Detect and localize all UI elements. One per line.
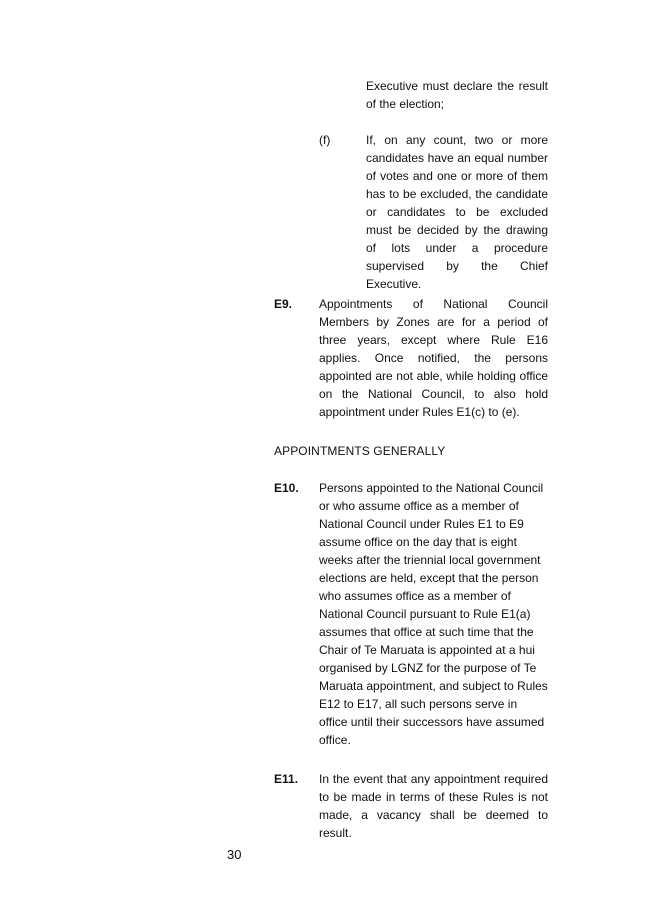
rule-e11-paragraph: In the event that any appointment required to be made in terms of these Rules is not made, a vacancy shall be deemed to result. bbox=[319, 772, 548, 840]
rule-e11-label: E11. bbox=[274, 772, 299, 786]
rule-e10-label: E10. bbox=[274, 481, 299, 495]
clause-f-paragraph: If, on any count, two or more candidates have an equal number of votes and one or more of them has to be excluded, the candidate or candidates to be excluded must be decided by the drawing of lots under a procedure supervised by the Chief Executive. bbox=[366, 133, 548, 291]
page-number: 30 bbox=[227, 847, 242, 862]
clause-f-label: (f) bbox=[319, 133, 331, 147]
rule-e10-paragraph: Persons appointed to the National Council or who assume office as a member of National Council under Rules E1 to E9 assume office on the day that is eight weeks after the triennial local government elections are held, except that the person who assumes office as a member of National Council pursuant to Rule E1(a) assumes that office at such time that the Chair of Te Maruata is appointed at a hui organised by LGNZ for the purpose of Te Maruata appointment, and subject to Rules E12 to E17, all such persons serve in office until their successors have assumed office. bbox=[319, 481, 548, 747]
section-heading: APPOINTMENTS GENERALLY bbox=[274, 444, 446, 458]
rule-e9-paragraph: Appointments of National Council Members by Zones are for a period of three years, except where Rule E16 applies. Once notified, the persons appointed are not able, while holding office on the National Council, to also hold appointment under Rules E1(c) to (e). bbox=[319, 297, 548, 419]
continuation-paragraph: Executive must declare the result of the election; bbox=[366, 79, 548, 111]
rule-e9-label: E9. bbox=[274, 297, 293, 311]
